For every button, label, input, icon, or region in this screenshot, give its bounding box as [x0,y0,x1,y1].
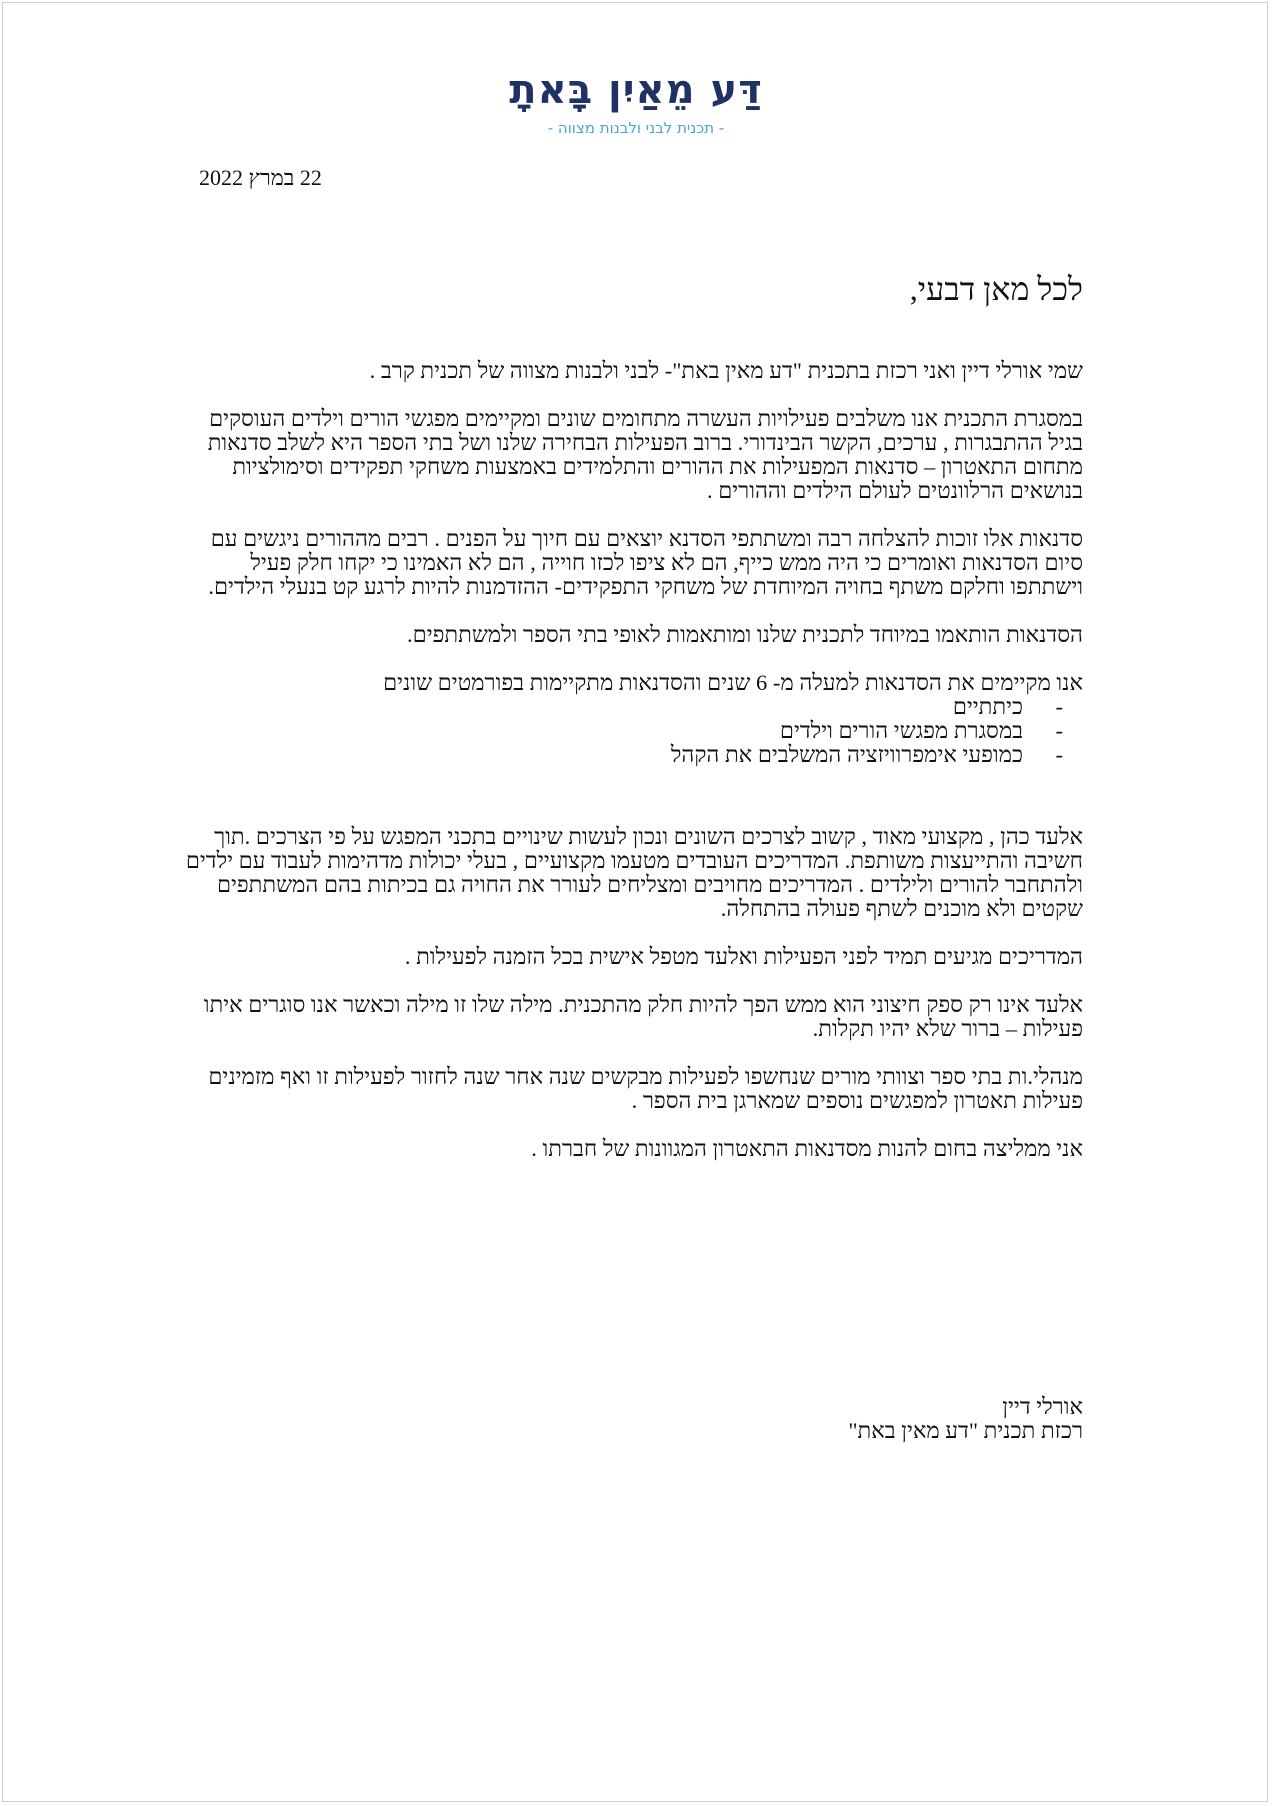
bullet-dash: - [1055,718,1063,743]
signature-name: אורלי דיין [1002,1394,1083,1419]
letter-date: 22 במרץ 2022 [199,165,322,190]
signature-block [3,1395,1083,1443]
bullet-dash: - [1055,694,1063,719]
list-item-text: במסגרת מפגשי הורים וילדים [779,718,1023,743]
paragraph-formats: אנו מקיימים את הסדנאות למעלה מ- 6 שנים והסדנאות מתקיימות בפורמטים שונים [383,670,1083,695]
paragraph-success: סדנאות אלו זוכות להצלחה רבה ומשתתפי הסדנא יוצאים עם חיוך על הפנים . רבים מההורים ניגשים עם סיום הסדנאות ואומרים כי היה ממש כייף, הם לא ציפו לכזו חוייה , הם לא האמינו כי יקחו חלק פעיל וישתתפו וחלקם משתף בחויה המיוחדת של משחקי התפקידים- ההזדמנות להיות לרגע קט בנעלי הילדים. [208,526,1083,599]
paragraph-intro: שמי אורלי דיין ואני רכזת בתכנית "דע מאין באת"- לבני ולבנות מצווה של תכנית קרב . [369,358,1083,383]
letter-page [2,2,1268,1802]
letter-body [183,359,1083,1185]
salutation: לכל מאן דבעי, [909,271,1083,307]
logo-tagline: - תכנית לבני ולבנות מצווה - [547,119,725,137]
paragraph-adapted: הסדנאות הותאמו במיוחד לתכנית שלנו ומותאמות לאופי בתי הספר ולמשתתפים. [407,622,1083,647]
spacer [183,791,1083,825]
paragraph-recommend: אני ממליצה בחום להנות מסדנאות התאטרון המגוונות של חברתו . [531,1136,1083,1161]
paragraph-instructors: המדריכים מגיעים תמיד לפני הפעילות ואלעד מטפל אישית בכל הזמנה לפעילות . [404,944,1083,969]
formats-list [183,695,1083,767]
paragraph-schools: מנהלי.ות בתי ספר וצוותי מורים שנחשפו לפעילות מבקשים שנה אחר שנה לחזור לפעילות זו ואף מזמינים פעילות תאטרון למפגשים נוספים שמארגן בית הספר . [208,1064,1083,1113]
logo-title: דַּע מֵאַיִן בָּאתָ [509,67,763,113]
list-item [183,719,1063,743]
signature-role: רכזת תכנית "דע מאין באת" [848,1418,1083,1443]
list-item [183,743,1063,767]
bullet-dash: - [1055,742,1063,767]
logo [3,65,1269,139]
paragraph-elad: אלעד כהן , מקצועי מאוד , קשוב לצרכים השונים ונכון לעשות שינויים בתכני המפגש על פי הצרכים .תוך חשיבה והתייעצות משותפת. המדריכים העובדים מטעמו מקצועיים , בעלי יכולות מדהימות לעבוד עם ילדים ולהתחבר להורים ולילדים . המדריכים מחויבים ומצליחים לעורר את החויה גם בכיתות בהם המשתתפים שקטים ולא מוכנים לשתף פעולה בהתחלה. [185,824,1083,921]
paragraph-partner: אלעד אינו רק ספק חיצוני הוא ממש הפך להיות חלק מהתכנית. מילה שלו זו מילה וכאשר אנו סוגרים איתו פעילות – ברור שלא יהיו תקלות. [203,992,1083,1041]
list-item-text: כמופעי אימפרוויזציה המשלבים את הקהל [670,742,1023,767]
list-item-text: כיתתיים [952,694,1023,719]
paragraph-program: במסגרת התכנית אנו משלבים פעילויות העשרה מתחומים שונים ומקיימים מפגשי הורים וילדים העוסקים בגיל ההתבגרות , ערכים, הקשר הבינדורי. ברוב הפעילות הבחירה שלנו ושל בתי הספר היא לשלב סדנאות מתחום התאטרון – סדנאות המפעילות את ההורים והתלמידים באמצעות משחקי תפקידים וסימולציות בנושאים הרלוונטים לעולם הילדים וההורים . [207,406,1083,503]
list-item [183,695,1063,719]
